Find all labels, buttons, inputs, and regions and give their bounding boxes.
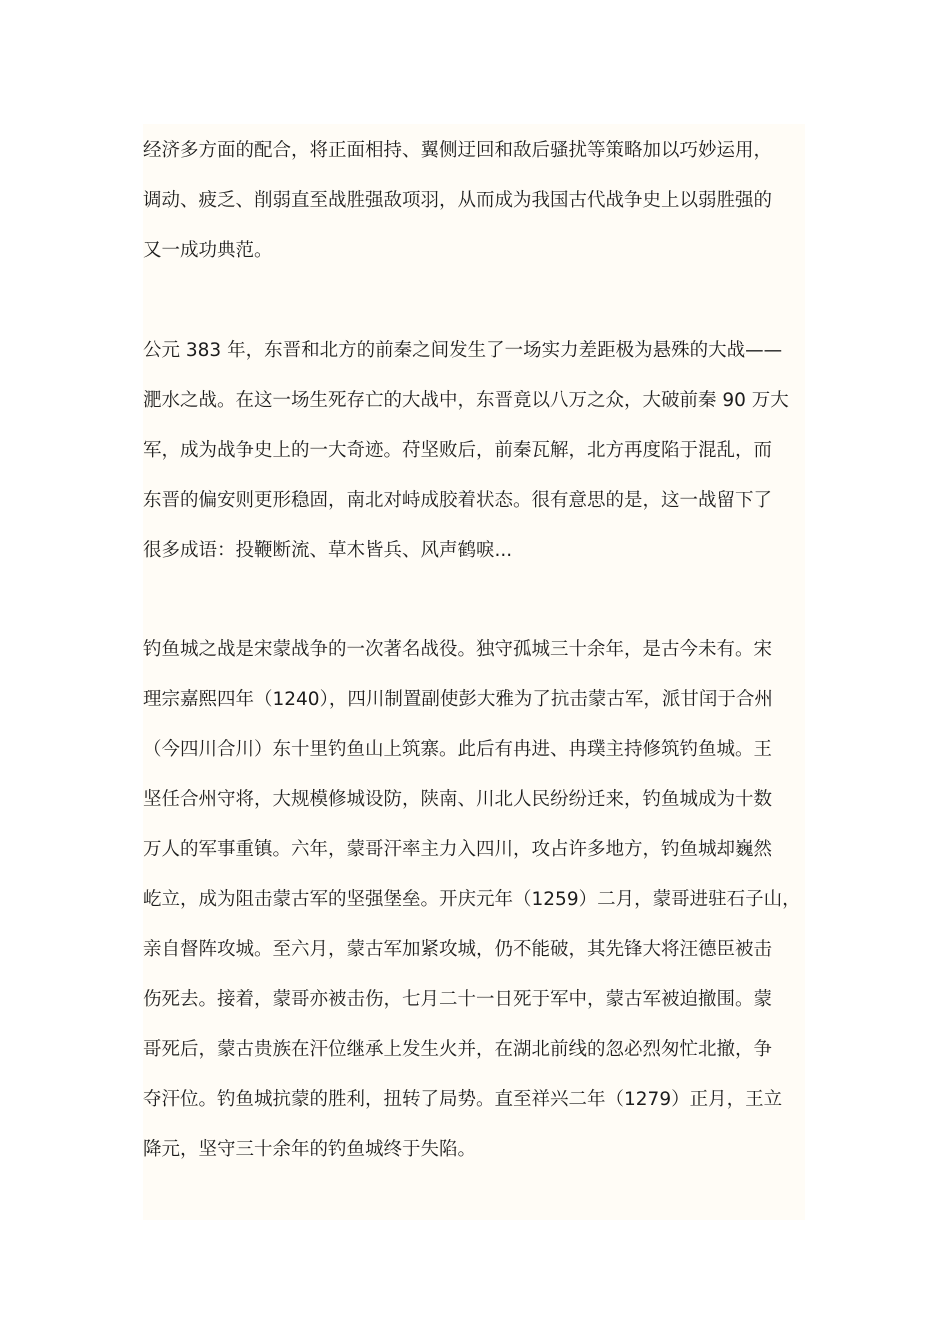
paragraph-feishui-battle [143, 326, 811, 576]
text-line: 淝水之战。在这一场生死存亡的大战中，东晋竟以八万之众，大破前秦 90 万大 [143, 390, 789, 411]
text-line: 军，成为战争史上的一大奇迹。苻坚败后，前秦瓦解，北方再度陷于混乱，而 [143, 440, 773, 461]
text-line: （今四川合川）东十里钓鱼山上筑寨。此后有冉进、冉璞主持修筑钓鱼城。王 [143, 739, 773, 760]
text-line: 经济多方面的配合，将正面相持、翼侧迂回和敌后骚扰等策略加以巧妙运用， [143, 140, 773, 161]
text-line: 亲自督阵攻城。至六月，蒙古军加紧攻城，仍不能破，其先锋大将汪德臣被击 [143, 939, 773, 960]
text-line: 夺汗位。钓鱼城抗蒙的胜利，扭转了局势。直至祥兴二年（1279）正月，王立 [143, 1089, 783, 1110]
paragraph-diaoyucheng-battle [143, 625, 811, 1175]
text-line: 又一成功典范。 [143, 240, 273, 261]
text-line: 屹立，成为阻击蒙古军的坚强堡垒。开庆元年（1259）二月，蒙哥进驻石子山， [143, 889, 801, 910]
text-line: 哥死后，蒙古贵族在汗位继承上发生火并，在湖北前线的忽必烈匆忙北撤，争 [143, 1039, 773, 1060]
paragraph-liu-xiang-war [143, 126, 811, 276]
text-line: 东晋的偏安则更形稳固，南北对峙成胶着状态。很有意思的是，这一战留下了 [143, 490, 773, 511]
text-line: 伤死去。接着，蒙哥亦被击伤，七月二十一日死于军中，蒙古军被迫撤围。蒙 [143, 989, 773, 1010]
text-line: 调动、疲乏、削弱直至战胜强敌项羽，从而成为我国古代战争史上以弱胜强的 [143, 190, 773, 211]
text-line: 理宗嘉熙四年（1240），四川制置副使彭大雅为了抗击蒙古军，派甘闰于合州 [143, 689, 773, 710]
text-line: 钓鱼城之战是宋蒙战争的一次著名战役。独守孤城三十余年，是古今未有。宋 [143, 639, 773, 660]
text-line: 坚任合州守将，大规模修城设防，陕南、川北人民纷纷迁来，钓鱼城成为十数 [143, 789, 773, 810]
text-line: 很多成语：投鞭断流、草木皆兵、风声鹤唳... [143, 540, 513, 561]
text-line: 降元，坚守三十余年的钓鱼城终于失陷。 [143, 1139, 477, 1160]
text-line: 公元 383 年，东晋和北方的前秦之间发生了一场实力差距极为悬殊的大战—— [143, 340, 783, 361]
text-line: 万人的军事重镇。六年，蒙哥汗率主力入四川，攻占许多地方，钓鱼城却巍然 [143, 839, 773, 860]
